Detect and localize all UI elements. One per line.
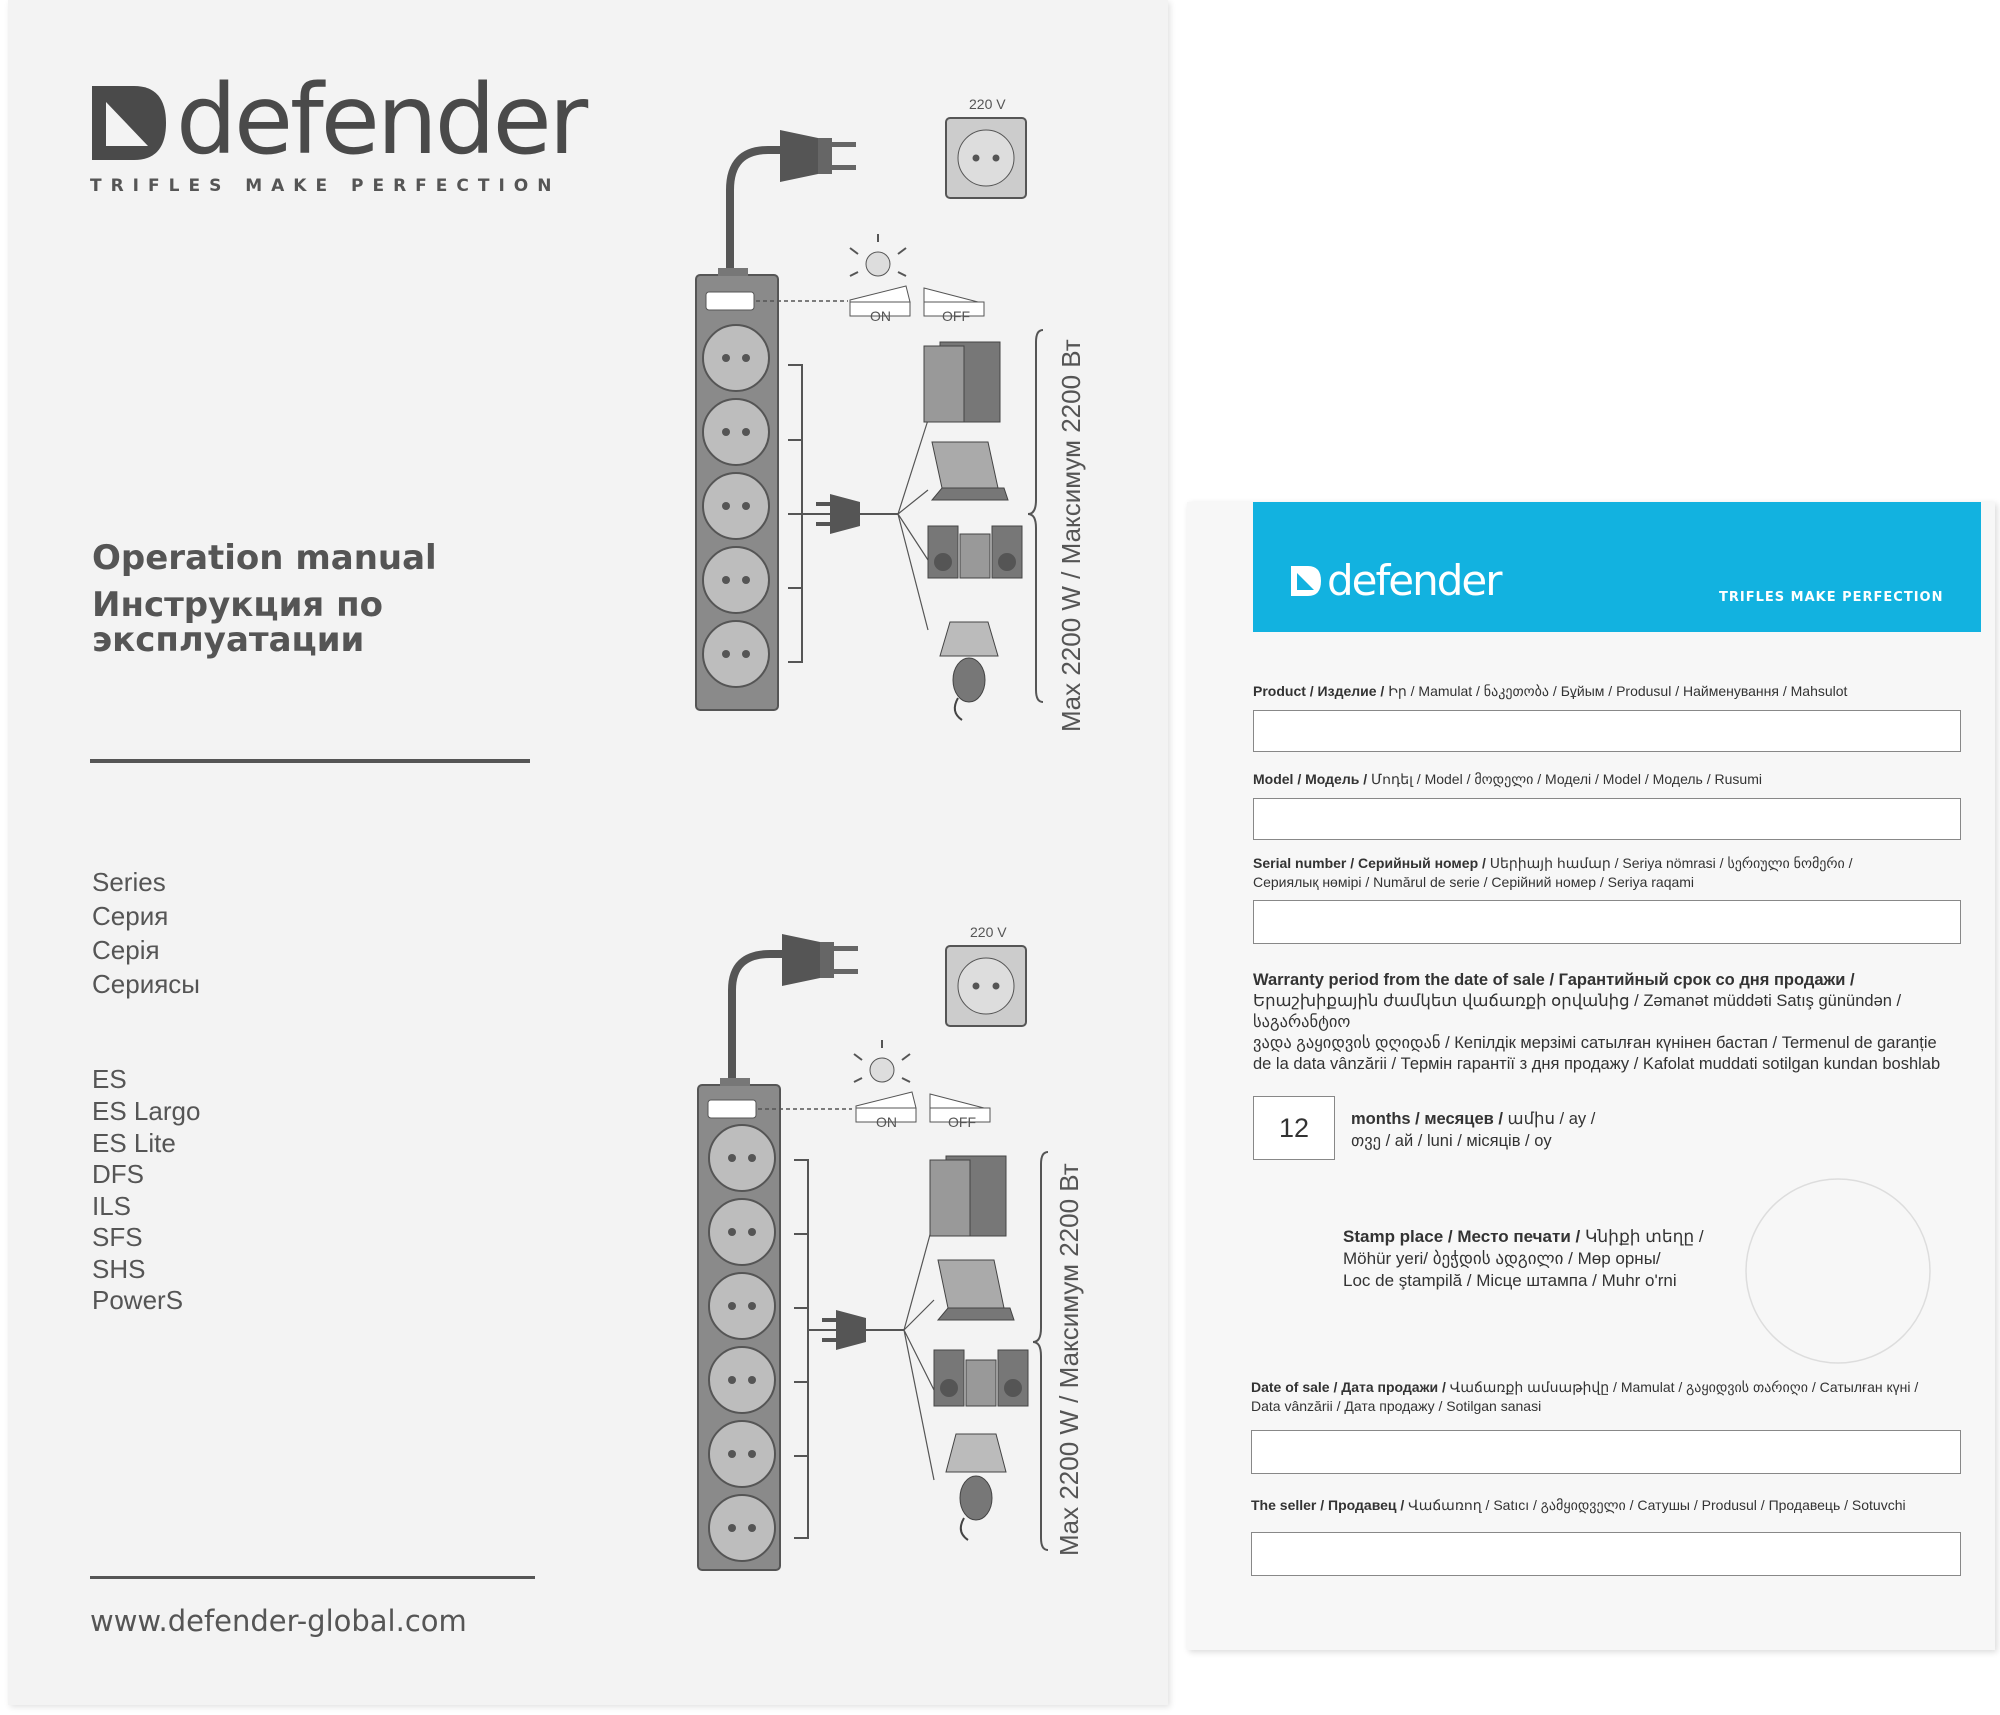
max-power-label: Max 2200 W / Максимум 2200 Вт — [1054, 1163, 1084, 1556]
model-name: ES Lite — [92, 1128, 176, 1158]
seller-field[interactable] — [1251, 1532, 1961, 1576]
divider — [90, 1576, 535, 1579]
voltage-label: 220 V — [969, 96, 1006, 112]
max-power-label: Max 2200 W / Максимум 2200 Вт — [1056, 339, 1086, 732]
defender-logo-icon — [1289, 564, 1323, 598]
warranty-months-value: 12 — [1253, 1096, 1335, 1160]
warranty-card — [1187, 502, 1995, 1650]
model-field[interactable] — [1253, 798, 1961, 840]
switch-on-label: ON — [876, 1114, 897, 1130]
model-name: ES Largo — [92, 1096, 201, 1126]
voltage-label: 220 V — [970, 924, 1007, 940]
stamp-circle — [1743, 1176, 1933, 1366]
series-label-uk: Серія — [92, 935, 160, 965]
warranty-period-label: Warranty period from the date of sale / Гарантийный срок со дня продажи / Երաշխիքային ժամկետ վաճառքի օրվանից / Zəmanət müddəti Satış günündən / საგარანტიო ვადა გაყიდვის დღიდან / Кепілдік мерзімі сатылған күнінен бастап / Termenul de garanție de la data vânzării / Термін гарантії з дня продажу / Kafolat muddati sotilgan kundan boshlab — [1253, 971, 1941, 1073]
series-label-en: Series — [92, 867, 166, 897]
card-tagline: TRIFLES MAKE PERFECTION — [1719, 590, 1944, 605]
model-name: SHS — [92, 1254, 146, 1284]
defender-logo-icon — [88, 82, 170, 164]
model-name: PowerS — [92, 1285, 184, 1315]
power-strip-diagram — [688, 90, 1108, 730]
product-label: Product / Изделие / Իր / Mamulat / ნაკეთობა / Бұйым / Produsul / Найменування / Mahsulot — [1253, 683, 1848, 699]
power-strip-illustration — [688, 90, 1108, 730]
switch-off-label: OFF — [948, 1114, 976, 1130]
divider — [90, 759, 530, 763]
brand-name: defender — [176, 64, 586, 176]
website-url: www.defender-global.com — [90, 1604, 467, 1638]
title-russian-line2: эксплуатации — [92, 620, 365, 660]
title-english: Operation manual — [92, 538, 437, 578]
model-name: SFS — [92, 1222, 143, 1252]
series-label-ru: Серия — [92, 901, 169, 931]
seller-label: The seller / Продавец / Վաճառող / Satıcı / გამყიდველი / Сатушы / Produsul / Продавець / Sotuvchi — [1251, 1497, 1906, 1513]
date-of-sale-field[interactable] — [1251, 1430, 1961, 1474]
model-label: Model / Модель / Մոդել / Model / მოდელი / Моделі / Model / Модель / Rusumi — [1253, 771, 1762, 787]
series-label-kk: Сериясы — [92, 969, 200, 999]
switch-off-label: OFF — [942, 308, 970, 324]
power-strip-illustration — [690, 920, 1110, 1580]
months-label: months / месяцев / ամիս / ay / თვე / ай / luni / місяців / oy — [1351, 1110, 1596, 1150]
product-field[interactable] — [1253, 710, 1961, 752]
serial-number-field[interactable] — [1253, 900, 1961, 944]
title-russian-line1: Инструкция по — [92, 585, 383, 625]
power-strip-diagram — [690, 920, 1110, 1580]
serial-number-label: Serial number / Серийный номер / Սերիայի համար / Seriya nömrasi / სერიული ნომერი / Сериялық нөмірі / Numărul de serie / Серійний номер / Seriya raqami — [1253, 855, 1853, 890]
operation-manual-page — [8, 0, 1168, 1705]
brand-tagline: TRIFLES MAKE PERFECTION — [90, 176, 561, 196]
date-of-sale-label: Date of sale / Дата продажи / Վաճառքի ամսաթիվը / Mamulat / გაყიდვის თარიღი / Сатылған күні / Data vânzării / Дата продажу / Sotilgan sanasi — [1251, 1379, 1919, 1414]
card-brand-name: defender — [1327, 556, 1501, 605]
model-name: ES — [92, 1064, 127, 1094]
model-name: DFS — [92, 1159, 144, 1189]
switch-on-label: ON — [870, 308, 891, 324]
model-name: ILS — [92, 1191, 132, 1221]
card-header-banner — [1253, 502, 1981, 632]
stamp-place-label: Stamp place / Место печати / Կնիքի տեղը / Möhür yeri/ ბეჭდის ადგილი / Мөр орны/ Loc de ştampilă / Місце штампа / Muhr o'rni — [1343, 1227, 1704, 1290]
